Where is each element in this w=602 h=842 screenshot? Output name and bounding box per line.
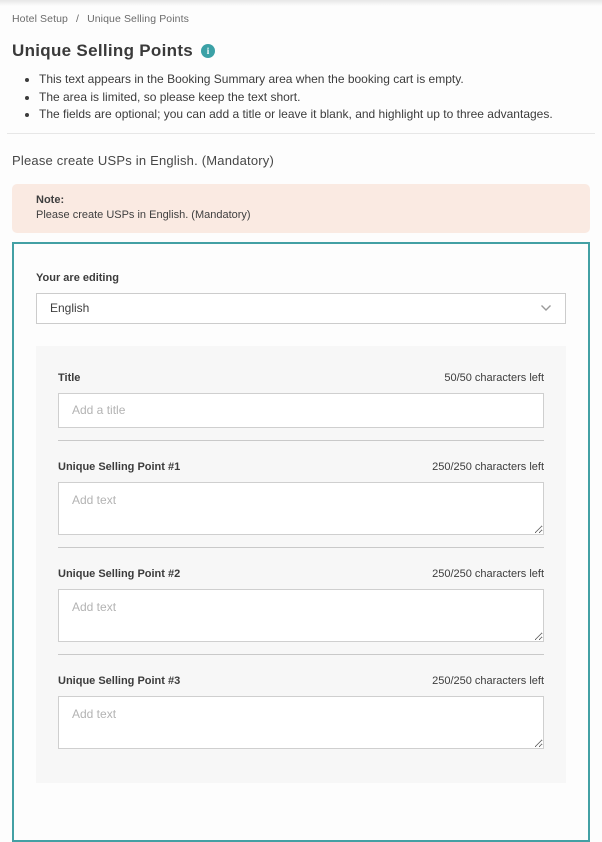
title-field-label: Title	[58, 371, 81, 384]
intro-bullet-3: • The fields are optional; you can add a title or leave it blank, and highlight up to three advantages.	[39, 106, 590, 124]
intro-bullet-1: • This text appears in the Booking Summary area when the booking cart is empty.	[39, 71, 590, 89]
section-heading: Please create USPs in English. (Mandatory)	[12, 152, 275, 168]
section-divider	[7, 133, 595, 134]
usp1-field-row	[58, 461, 544, 473]
info-icon[interactable]: i	[201, 44, 215, 58]
usp1-character-counter: 250/250 characters left	[432, 460, 544, 473]
page-title: Unique Selling Points	[12, 41, 194, 60]
field-divider	[58, 547, 544, 548]
usp3-field-label: Unique Selling Point #3	[58, 674, 181, 687]
language-select-value: English	[50, 301, 90, 315]
editing-label: Your are editing	[36, 271, 119, 284]
note-text: Please create USPs in English. (Mandatory)	[36, 208, 251, 221]
language-select[interactable]	[36, 293, 566, 324]
usp3-character-counter: 250/250 characters left	[432, 674, 544, 687]
note-box	[12, 184, 590, 233]
usp2-textarea[interactable]	[58, 589, 544, 642]
chevron-down-icon	[540, 304, 552, 312]
usp3-field-block	[58, 675, 544, 749]
breadcrumb-unique-selling-points: Unique Selling Points	[87, 13, 189, 25]
usp2-field-block	[58, 568, 544, 642]
field-divider	[58, 440, 544, 441]
title-character-counter: 50/50 characters left	[444, 371, 544, 384]
breadcrumb-separator: /	[76, 13, 80, 25]
intro-bullet-2: • The area is limited, so please keep the text short.	[39, 89, 590, 107]
title-field-block	[58, 372, 544, 428]
note-label: Note:	[36, 193, 65, 206]
title-input[interactable]	[58, 393, 544, 428]
usp2-character-counter: 250/250 characters left	[432, 567, 544, 580]
title-field-row	[58, 372, 544, 384]
breadcrumb-hotel-setup[interactable]: Hotel Setup	[12, 13, 68, 25]
usp1-textarea[interactable]	[58, 482, 544, 535]
usp3-field-row	[58, 675, 544, 687]
breadcrumb	[12, 13, 590, 25]
usp-editor-container	[12, 242, 590, 842]
usp3-textarea[interactable]	[58, 696, 544, 749]
usp1-field-block	[58, 461, 544, 535]
intro-bullet-list	[12, 71, 590, 124]
usp1-field-label: Unique Selling Point #1	[58, 460, 181, 473]
field-divider	[58, 654, 544, 655]
title-row	[12, 41, 590, 61]
usp2-field-row	[58, 568, 544, 580]
usp2-field-label: Unique Selling Point #2	[58, 567, 181, 580]
usp-fields-panel	[36, 346, 566, 783]
